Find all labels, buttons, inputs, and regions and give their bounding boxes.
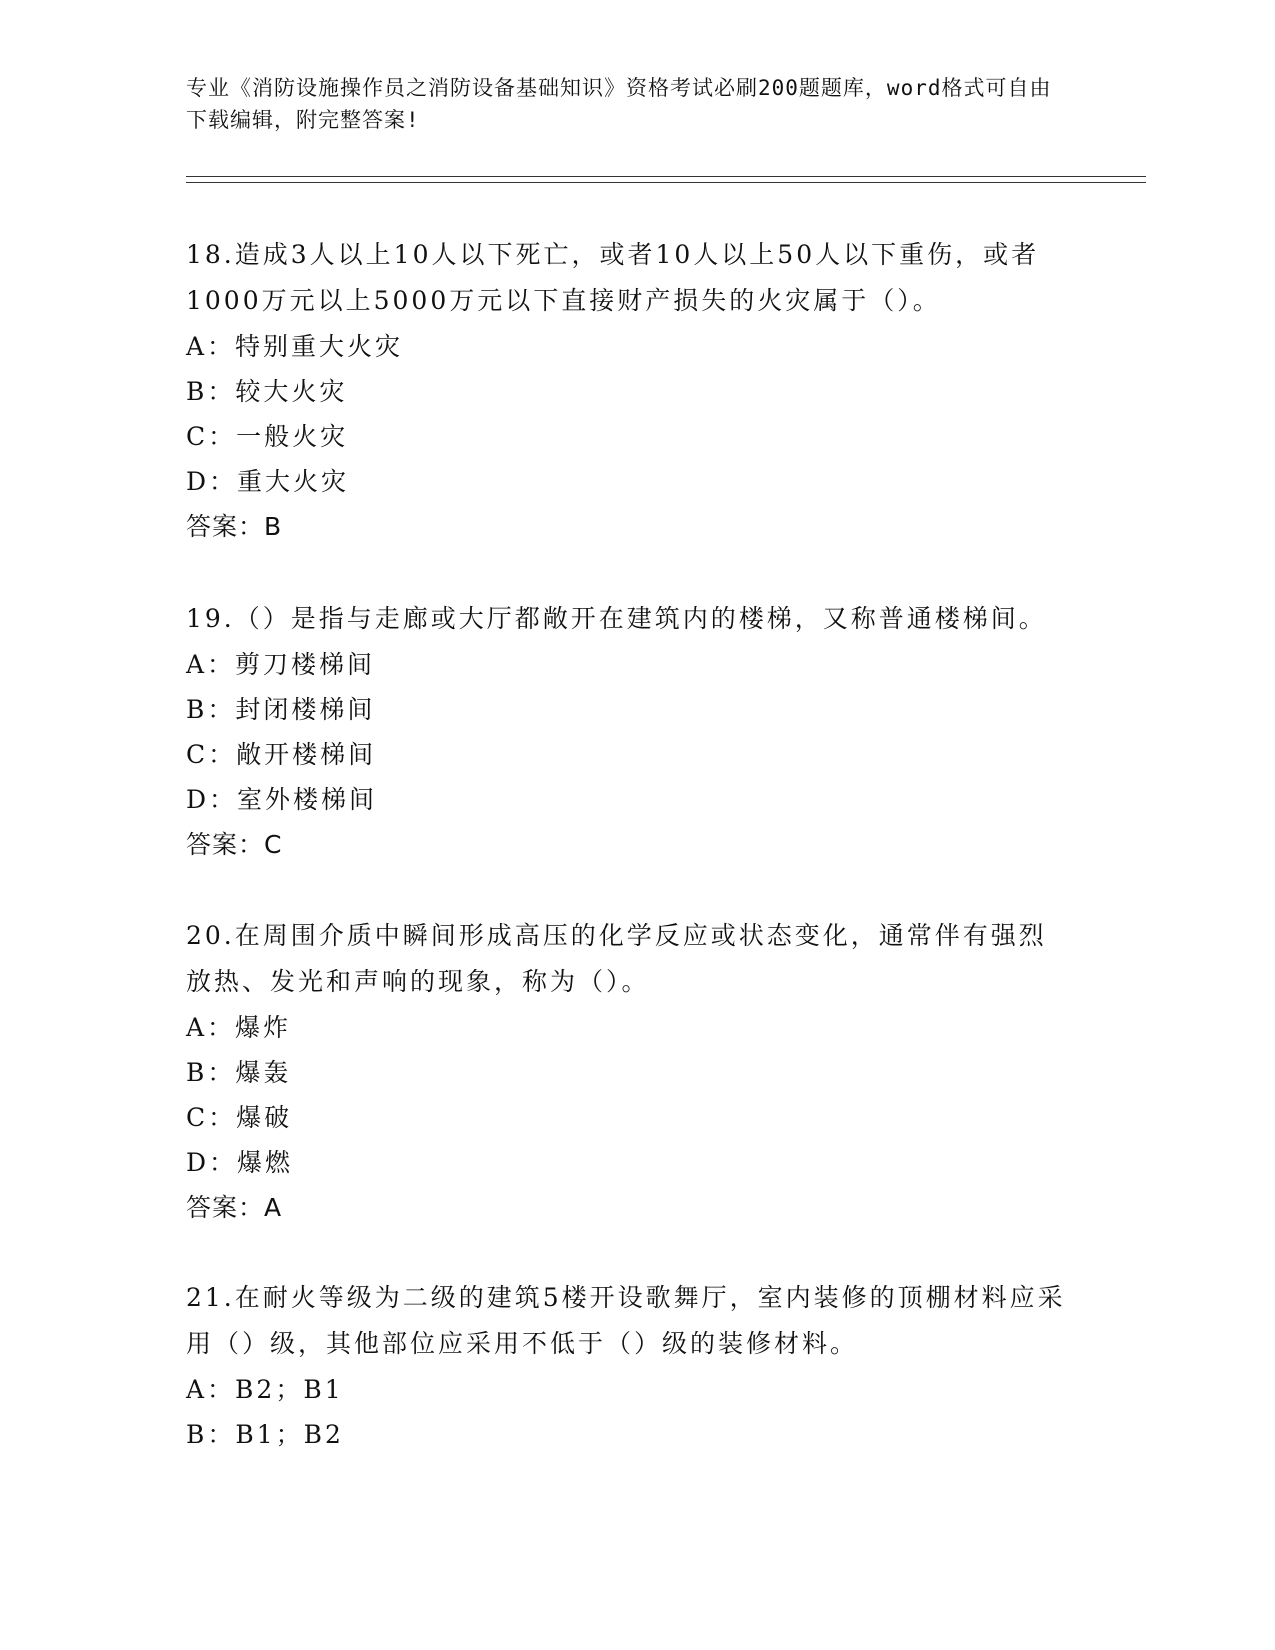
question-stem: 18.造成3人以上10人以下死亡，或者10人以上50人以下重伤，或者1000万元以上5000万元以下直接财产损失的火灾属于（）。	[186, 240, 1040, 315]
option-d: D：室外楼梯间	[186, 785, 378, 814]
question-stem: 19.（）是指与走廊或大厅都敞开在建筑内的楼梯，又称普通楼梯间。	[186, 604, 1047, 633]
option-c: C：敞开楼梯间	[186, 740, 377, 769]
option-d: D：重大火灾	[186, 467, 350, 496]
header-divider-top	[186, 176, 1146, 177]
answer-line: 答案：C	[186, 830, 283, 859]
option-c: C：爆破	[186, 1103, 293, 1132]
option-a: A：剪刀楼梯间	[186, 650, 376, 679]
option-b: B：B1；B2	[186, 1420, 344, 1449]
option-c: C：一般火灾	[186, 422, 349, 451]
option-a: A：爆炸	[186, 1013, 292, 1042]
question-stem: 20.在周围介质中瞬间形成高压的化学反应或状态变化，通常伴有强烈放热、发光和声响的现象，称为（）。	[186, 921, 1047, 996]
question-stem: 21.在耐火等级为二级的建筑5楼开设歌舞厅，室内装修的顶棚材料应采用（）级，其他部位应采用不低于（）级的装修材料。	[186, 1283, 1066, 1358]
option-b: B：封闭楼梯间	[186, 695, 376, 724]
document-header: 专业《消防设施操作员之消防设备基础知识》资格考试必刷200题题库，word格式可自由下载编辑，附完整答案!	[186, 76, 1052, 132]
option-b: B：爆轰	[186, 1058, 292, 1087]
option-a: A：B2；B1	[186, 1375, 344, 1404]
question-18	[186, 232, 1066, 549]
option-a: A：特别重大火灾	[186, 332, 404, 361]
answer-line: 答案：B	[186, 512, 283, 541]
option-b: B：较大火灾	[186, 377, 348, 406]
header-divider-bottom	[186, 182, 1146, 183]
option-d: D：爆燃	[186, 1148, 294, 1177]
answer-line: 答案：A	[186, 1193, 283, 1222]
question-20	[186, 913, 1066, 1230]
question-21	[186, 1275, 1066, 1457]
question-19	[186, 596, 1066, 867]
